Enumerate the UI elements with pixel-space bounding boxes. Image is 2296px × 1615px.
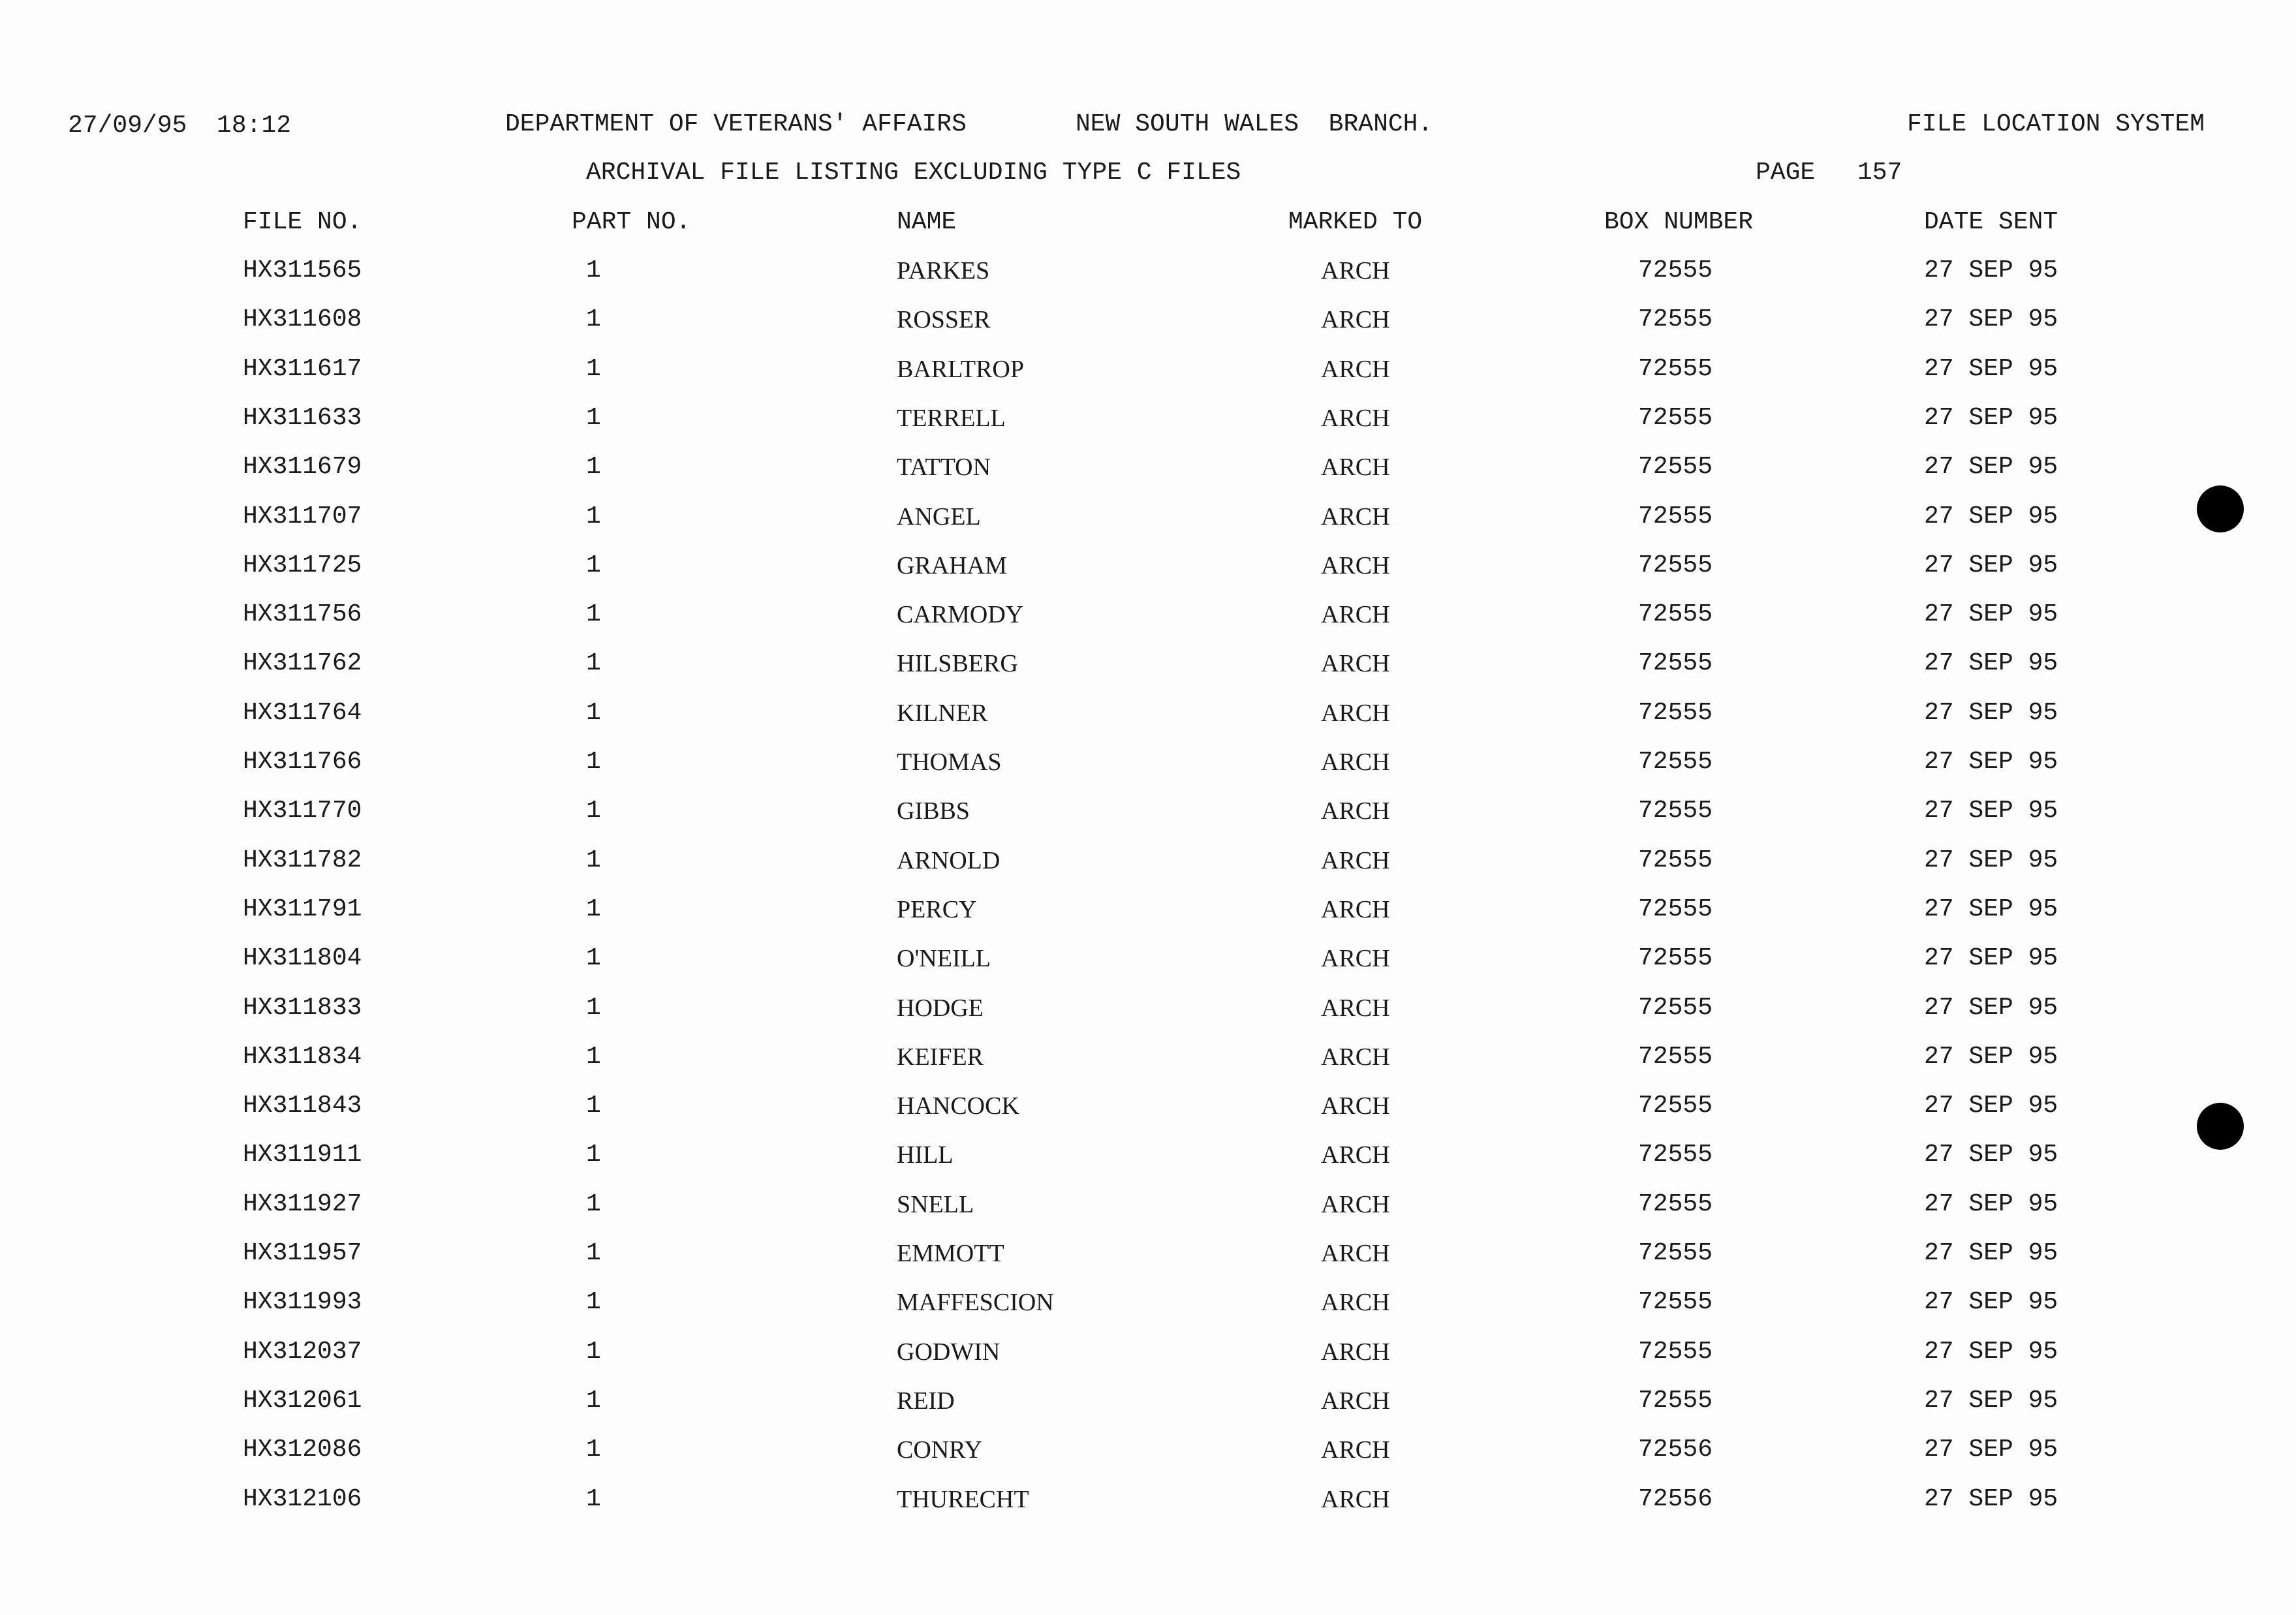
table-row [0,799,2296,838]
marked-to-cell: ARCH [1321,1338,1390,1366]
table-row [0,996,2296,1035]
file-no-cell: HX311782 [243,846,362,874]
file-no-cell: HX312061 [243,1387,362,1415]
marked-to-cell: ARCH [1321,257,1390,285]
date-sent-cell: 27 SEP 95 [1924,748,2058,776]
box-number-cell: 72555 [1638,404,1713,432]
file-no-cell: HX311725 [243,551,362,579]
file-no-cell: HX311707 [243,502,362,531]
date-sent-cell: 27 SEP 95 [1924,944,2058,972]
date-sent-cell: 27 SEP 95 [1924,1043,2058,1071]
box-number-cell: 72555 [1638,1092,1713,1120]
marked-to-cell: ARCH [1321,1486,1390,1513]
table-row [0,1045,2296,1084]
table-row [0,1094,2296,1133]
table-row [0,1438,2296,1477]
date-sent-cell: 27 SEP 95 [1924,404,2058,432]
box-number-cell: 72555 [1638,1190,1713,1218]
marked-to-cell: ARCH [1321,405,1390,432]
name-cell: BARLTROP [897,356,1024,383]
table-row [0,848,2296,887]
part-no-cell: 1 [586,1092,601,1120]
marked-to-cell: ARCH [1321,700,1390,727]
date-sent-cell: 27 SEP 95 [1924,1141,2058,1169]
file-no-cell: HX311633 [243,404,362,432]
part-no-cell: 1 [586,846,601,874]
marked-to-cell: ARCH [1321,306,1390,333]
table-row [0,307,2296,346]
page-number: 157 [1857,159,1902,187]
name-cell: CONRY [897,1436,982,1464]
report-subtitle: ARCHIVAL FILE LISTING EXCLUDING TYPE C FILES [586,159,1241,187]
box-number-cell: 72555 [1638,944,1713,972]
box-number-cell: 72555 [1638,895,1713,923]
part-no-cell: 1 [586,1190,601,1218]
box-number-cell: 72555 [1638,994,1713,1022]
name-cell: REID [897,1387,955,1415]
marked-to-cell: ARCH [1321,797,1390,825]
marked-to-cell: ARCH [1321,945,1390,972]
column-header-file-no: FILE NO. [243,208,362,236]
marked-to-cell: ARCH [1321,454,1390,481]
box-number-cell: 72555 [1638,649,1713,677]
file-no-cell: HX312037 [243,1338,362,1366]
name-cell: PERCY [897,896,977,923]
date-sent-cell: 27 SEP 95 [1924,305,2058,333]
name-cell: HODGE [897,994,984,1022]
date-sent-cell: 27 SEP 95 [1924,600,2058,628]
table-row [0,1389,2296,1428]
marked-to-cell: ARCH [1321,650,1390,677]
date-sent-cell: 27 SEP 95 [1924,1485,2058,1513]
name-cell: KEIFER [897,1043,984,1071]
name-cell: ARNOLD [897,847,1001,874]
part-no-cell: 1 [586,551,601,579]
part-no-cell: 1 [586,895,601,923]
table-row [0,651,2296,690]
marked-to-cell: ARCH [1321,552,1390,579]
date-sent-cell: 27 SEP 95 [1924,1239,2058,1267]
file-no-cell: HX311833 [243,994,362,1022]
column-header-box-number: BOX NUMBER [1604,208,1754,236]
part-no-cell: 1 [586,600,601,628]
box-number-cell: 72555 [1638,699,1713,727]
name-cell: ROSSER [897,306,991,333]
name-cell: O'NEILL [897,945,991,972]
part-no-cell: 1 [586,404,601,432]
file-no-cell: HX311565 [243,256,362,285]
table-row [0,602,2296,641]
name-cell: GRAHAM [897,552,1007,579]
marked-to-cell: ARCH [1321,1043,1390,1071]
name-cell: EMMOTT [897,1240,1004,1267]
name-cell: TATTON [897,454,991,481]
box-number-cell: 72555 [1638,1288,1713,1316]
name-cell: HILL [897,1141,954,1169]
box-number-cell: 72555 [1638,1141,1713,1169]
table-row [0,1143,2296,1182]
marked-to-cell: ARCH [1321,994,1390,1022]
part-no-cell: 1 [586,453,601,481]
part-no-cell: 1 [586,1043,601,1071]
file-no-cell: HX311762 [243,649,362,677]
part-no-cell: 1 [586,1387,601,1415]
part-no-cell: 1 [586,748,601,776]
marked-to-cell: ARCH [1321,1092,1390,1120]
table-row [0,701,2296,740]
table-row [0,1487,2296,1526]
table-row [0,1192,2296,1231]
name-cell: GODWIN [897,1338,1001,1366]
part-no-cell: 1 [586,355,601,383]
file-no-cell: HX311791 [243,895,362,923]
date-sent-cell: 27 SEP 95 [1924,994,2058,1022]
date-sent-cell: 27 SEP 95 [1924,699,2058,727]
punch-hole-lower [2197,1103,2244,1150]
file-no-cell: HX311679 [243,453,362,481]
box-number-cell: 72555 [1638,748,1713,776]
part-no-cell: 1 [586,1436,601,1464]
table-row [0,504,2296,544]
marked-to-cell: ARCH [1321,1191,1390,1218]
box-number-cell: 72555 [1638,1239,1713,1267]
date-sent-cell: 27 SEP 95 [1924,797,2058,825]
branch-title: NEW SOUTH WALES BRANCH. [1076,110,1433,138]
marked-to-cell: ARCH [1321,748,1390,776]
date-sent-cell: 27 SEP 95 [1924,846,2058,874]
name-cell: CARMODY [897,601,1024,628]
file-no-cell: HX311911 [243,1141,362,1169]
marked-to-cell: ARCH [1321,1141,1390,1169]
column-header-name: NAME [897,208,957,236]
date-sent-cell: 27 SEP 95 [1924,1387,2058,1415]
date-sent-cell: 27 SEP 95 [1924,895,2058,923]
punch-hole-upper [2197,485,2244,532]
table-row [0,1340,2296,1379]
file-no-cell: HX311957 [243,1239,362,1267]
part-no-cell: 1 [586,1239,601,1267]
date-sent-cell: 27 SEP 95 [1924,502,2058,531]
column-header-marked-to: MARKED TO [1288,208,1423,236]
date-sent-cell: 27 SEP 95 [1924,1190,2058,1218]
marked-to-cell: ARCH [1321,847,1390,874]
file-no-cell: HX311764 [243,699,362,727]
table-row [0,455,2296,494]
box-number-cell: 72555 [1638,1043,1713,1071]
part-no-cell: 1 [586,502,601,531]
file-no-cell: HX311993 [243,1288,362,1316]
part-no-cell: 1 [586,1288,601,1316]
date-sent-cell: 27 SEP 95 [1924,1436,2058,1464]
file-no-cell: HX311756 [243,600,362,628]
date-sent-cell: 27 SEP 95 [1924,453,2058,481]
box-number-cell: 72555 [1638,1387,1713,1415]
date-sent-cell: 27 SEP 95 [1924,1092,2058,1120]
box-number-cell: 72555 [1638,355,1713,383]
name-cell: GIBBS [897,797,970,825]
table-row [0,1290,2296,1329]
table-row [0,946,2296,985]
date-sent-cell: 27 SEP 95 [1924,355,2058,383]
name-cell: HILSBERG [897,650,1018,677]
name-cell: THURECHT [897,1486,1029,1513]
box-number-cell: 72555 [1638,797,1713,825]
name-cell: TERRELL [897,405,1006,432]
marked-to-cell: ARCH [1321,601,1390,628]
file-no-cell: HX311608 [243,305,362,333]
part-no-cell: 1 [586,649,601,677]
table-row [0,258,2296,298]
page-label: PAGE [1756,159,1816,187]
date-sent-cell: 27 SEP 95 [1924,1288,2058,1316]
file-no-cell: HX312106 [243,1485,362,1513]
box-number-cell: 72555 [1638,551,1713,579]
box-number-cell: 72555 [1638,453,1713,481]
box-number-cell: 72555 [1638,305,1713,333]
table-row [0,897,2296,936]
name-cell: MAFFESCION [897,1289,1054,1316]
marked-to-cell: ARCH [1321,1289,1390,1316]
part-no-cell: 1 [586,1338,601,1366]
date-sent-cell: 27 SEP 95 [1924,256,2058,285]
name-cell: ANGEL [897,503,981,531]
box-number-cell: 72556 [1638,1436,1713,1464]
part-no-cell: 1 [586,797,601,825]
date-sent-cell: 27 SEP 95 [1924,1338,2058,1366]
name-cell: PARKES [897,257,990,285]
table-row [0,357,2296,396]
marked-to-cell: ARCH [1321,1436,1390,1464]
part-no-cell: 1 [586,1141,601,1169]
part-no-cell: 1 [586,994,601,1022]
part-no-cell: 1 [586,944,601,972]
file-no-cell: HX311843 [243,1092,362,1120]
marked-to-cell: ARCH [1321,896,1390,923]
name-cell: SNELL [897,1191,974,1218]
part-no-cell: 1 [586,1485,601,1513]
report-datetime: 27/09/95 18:12 [68,112,292,140]
date-sent-cell: 27 SEP 95 [1924,551,2058,579]
part-no-cell: 1 [586,699,601,727]
file-no-cell: HX311927 [243,1190,362,1218]
file-no-cell: HX311770 [243,797,362,825]
box-number-cell: 72555 [1638,1338,1713,1366]
part-no-cell: 1 [586,305,601,333]
box-number-cell: 72555 [1638,256,1713,285]
table-row [0,750,2296,789]
marked-to-cell: ARCH [1321,1240,1390,1267]
file-no-cell: HX311617 [243,355,362,383]
name-cell: HANCOCK [897,1092,1019,1120]
column-header-part-no: PART NO. [572,208,691,236]
table-row [0,1241,2296,1280]
name-cell: KILNER [897,700,988,727]
box-number-cell: 72555 [1638,600,1713,628]
part-no-cell: 1 [586,256,601,285]
box-number-cell: 72555 [1638,502,1713,531]
file-no-cell: HX312086 [243,1436,362,1464]
marked-to-cell: ARCH [1321,356,1390,383]
file-no-cell: HX311834 [243,1043,362,1071]
system-title: FILE LOCATION SYSTEM [1907,110,2205,138]
table-row [0,553,2296,592]
file-no-cell: HX311766 [243,748,362,776]
box-number-cell: 72556 [1638,1485,1713,1513]
marked-to-cell: ARCH [1321,503,1390,531]
table-row [0,406,2296,445]
column-header-date-sent: DATE SENT [1924,208,2058,236]
marked-to-cell: ARCH [1321,1387,1390,1415]
department-title: DEPARTMENT OF VETERANS' AFFAIRS [505,110,967,138]
file-no-cell: HX311804 [243,944,362,972]
name-cell: THOMAS [897,748,1002,776]
box-number-cell: 72555 [1638,846,1713,874]
date-sent-cell: 27 SEP 95 [1924,649,2058,677]
